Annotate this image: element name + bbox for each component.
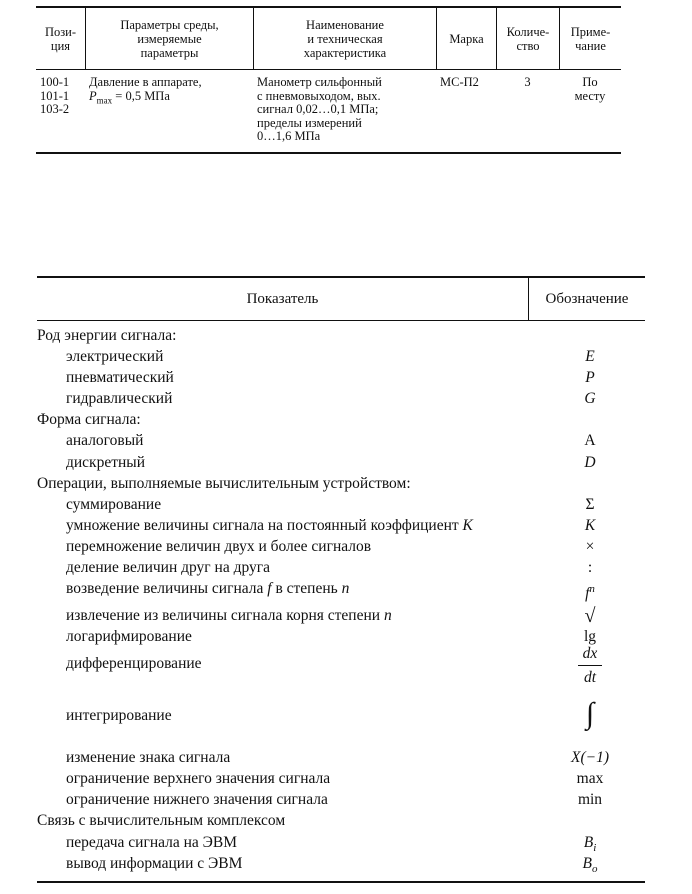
cell-description: Манометр сильфонный с пневмовыходом, вых. сигнал 0,02…0,1 МПа; пределы измерений 0…1,6 МПа (257, 75, 382, 143)
fraction-numerator: dx (582, 645, 598, 662)
table-header-row (37, 276, 645, 321)
row-label (66, 454, 145, 472)
cell-note: По месту (574, 75, 606, 103)
row-label (66, 580, 349, 598)
designation-symbol-text: f (585, 585, 590, 603)
row-label (66, 496, 161, 514)
row-label-text: перемножение величин двух и более сигналов (66, 538, 372, 555)
row-label-text: логарифмирование (66, 628, 192, 645)
row-label-variable: K (462, 517, 473, 534)
designation-symbol-text: B (583, 834, 594, 851)
designation-symbol (560, 390, 620, 408)
row-label (37, 327, 176, 345)
designation-symbol-text: ∫ (585, 697, 595, 730)
table-header-row (36, 8, 621, 70)
designation-symbol (560, 517, 620, 535)
header-indicator: Показатель (246, 290, 319, 307)
row-label-text: Форма сигнала: (37, 411, 141, 428)
designation-symbol (560, 645, 620, 686)
designation-symbol-text: B (582, 855, 592, 872)
designation-symbol (560, 496, 620, 514)
row-label (37, 411, 141, 429)
row-label-variable: n (383, 607, 392, 624)
symbol-superscript: n (589, 583, 595, 595)
header-description: Наименование и техническая характеристика (253, 8, 436, 69)
designation-symbol-text: E (585, 348, 595, 365)
designation-symbol (560, 628, 620, 646)
designation-symbol-text: A (584, 432, 596, 449)
row-label (37, 475, 411, 493)
designation-symbol-text: max (576, 770, 604, 787)
row-label-text: интегрирование (66, 707, 172, 724)
designation-symbol (560, 454, 620, 472)
designation-symbol-text: D (584, 454, 596, 471)
designation-symbol (560, 580, 620, 603)
fraction-symbol (578, 645, 602, 686)
designation-symbol (560, 538, 620, 556)
param-value: = 0,5 МПа (112, 88, 170, 103)
designation-symbol-text: lg (583, 628, 597, 645)
param-text: Давление в аппарате, (89, 75, 202, 89)
row-label-text: дифференцирование (66, 655, 202, 672)
row-label (66, 607, 392, 625)
row-label-text: изменение знака сигнала (66, 749, 231, 766)
designation-symbol-text: X(−1) (570, 749, 609, 766)
fraction-bar (578, 665, 602, 666)
row-label (66, 432, 143, 450)
row-label-text: гидравлический (66, 390, 173, 407)
designation-symbol (560, 834, 620, 857)
row-label-text: Операции, выполняемые вычислительным устройством: (37, 475, 411, 492)
row-label-variable: n (341, 580, 350, 597)
header-note: Приме- чание (559, 8, 621, 69)
row-label-text: пневматический (66, 369, 174, 386)
row-label-text-mid: в степень (271, 580, 342, 597)
row-label-text: ограничение верхнего значения сигнала (66, 770, 331, 787)
row-label (66, 348, 163, 366)
row-label (66, 707, 172, 725)
designation-symbol (560, 749, 620, 767)
row-label-text: суммирование (66, 496, 162, 513)
designation-symbol (560, 770, 620, 788)
row-label (66, 628, 192, 646)
designation-symbol-text: Σ (585, 496, 595, 513)
row-label-text: ограничение нижнего значения сигнала (66, 791, 328, 808)
param-symbol: P (89, 88, 97, 103)
row-label-text: возведение величины сигнала (66, 580, 268, 597)
row-label (66, 559, 270, 577)
row-label-text: умножение величины сигнала на постоянный коэффициент (66, 517, 463, 534)
row-label (66, 655, 202, 673)
designation-symbol (560, 432, 620, 450)
header-designation: Обозначение (528, 278, 645, 320)
row-label (66, 517, 473, 535)
signal-designation-table (37, 276, 645, 883)
header-position: Пози- ция (44, 24, 77, 53)
designation-symbol (560, 791, 620, 809)
row-label-text: вывод информации с ЭВМ (66, 855, 243, 872)
row-label-text: Род энергии сигнала: (37, 327, 177, 344)
cell-position: 100-1 101-1 103-2 (40, 75, 70, 116)
designation-symbol-text: min (577, 791, 603, 808)
row-label-text: дискретный (66, 454, 145, 471)
symbol-subscript: o (591, 863, 598, 876)
header-parameters: Параметры среды, измеряемые параметры (85, 8, 253, 69)
table-row (36, 70, 621, 154)
row-label-text: передача сигнала на ЭВМ (66, 834, 238, 851)
designation-symbol (560, 369, 620, 387)
designation-symbol (560, 699, 620, 729)
row-label (37, 812, 285, 830)
row-label-text: деление величин друг на друга (66, 559, 271, 576)
param-subscript: max (96, 95, 113, 105)
symbol-subscript: i (593, 842, 597, 855)
row-label-text: извлечение из величины сигнала корня степени (66, 607, 384, 624)
designation-symbol-text: √ (584, 605, 596, 627)
row-label-variable: f (267, 580, 272, 597)
instrument-spec-table (36, 6, 621, 154)
table-body (37, 321, 645, 883)
cell-brand: МС-П2 (440, 75, 479, 89)
row-label (66, 369, 174, 387)
designation-symbol-text: K (584, 517, 596, 534)
row-label (66, 390, 172, 408)
row-label-text: аналоговый (66, 432, 144, 449)
row-label (66, 770, 330, 788)
row-label-text: электрический (66, 348, 164, 365)
row-label (66, 834, 237, 852)
row-label-text: Связь с вычислительным комплексом (37, 812, 286, 829)
designation-symbol-text: × (585, 538, 595, 555)
designation-symbol (560, 348, 620, 366)
designation-symbol-text: G (584, 390, 596, 407)
header-brand: Марка (436, 8, 496, 69)
cell-parameters (85, 70, 253, 152)
header-quantity: Количе- ство (496, 8, 559, 69)
row-label (66, 538, 371, 556)
designation-symbol (560, 607, 620, 627)
cell-quantity: 3 (524, 75, 531, 89)
designation-symbol (560, 855, 620, 878)
fraction-denominator: dt (583, 669, 597, 686)
row-label (66, 791, 328, 809)
row-label (66, 749, 230, 767)
row-label (66, 855, 242, 873)
designation-symbol (560, 559, 620, 577)
designation-symbol-text: : (587, 559, 593, 576)
designation-symbol-text: P (585, 369, 595, 386)
